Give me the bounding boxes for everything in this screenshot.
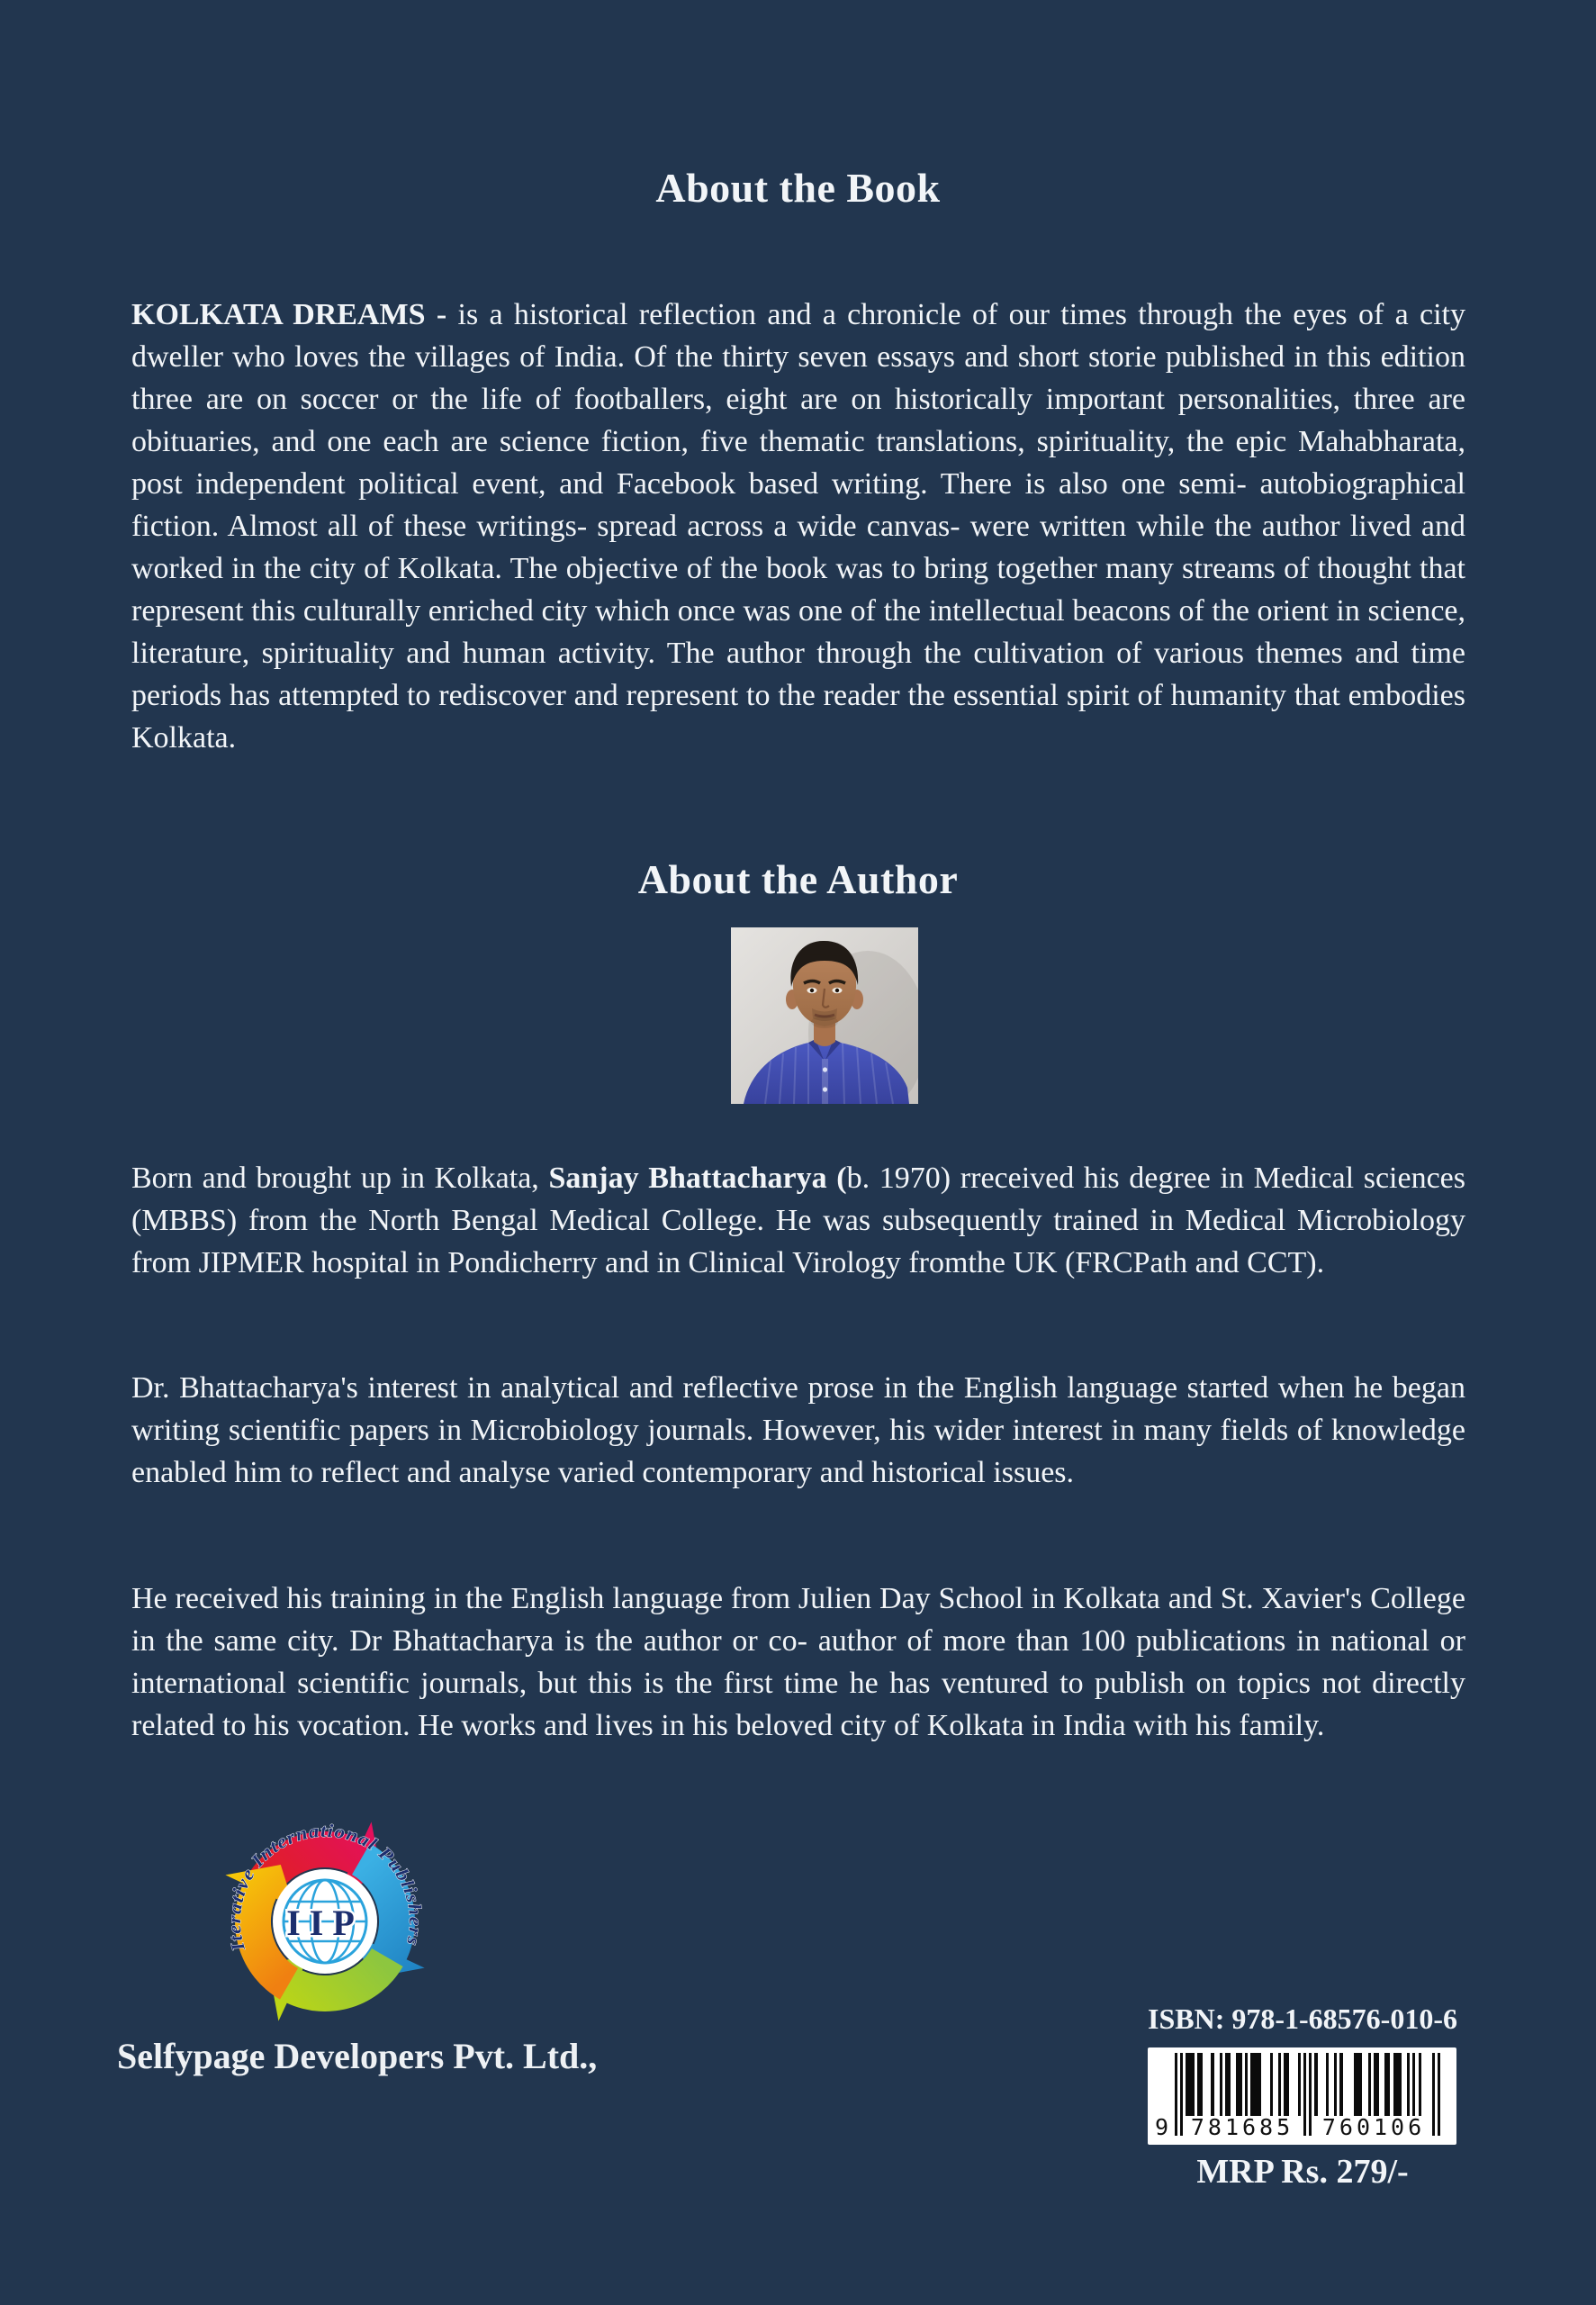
mrp-label: MRP Rs. 279/- (1196, 2153, 1409, 2191)
barcode (1148, 2047, 1456, 2145)
author-bio-paragraph-3: He received his training in the English language from Julien Day School in Kolkata and St. Xavier's College in the same city. Dr Bhattacharya is the author or co- author of more than 100 publications in national or international scientific journals, but this is the first time he has ventured to publish on topics not directly related to his vocation. He works and lives in his beloved city of Kolkata in India with his family. (131, 1582, 1465, 1742)
book-description (131, 294, 1465, 759)
author-photo (731, 927, 918, 1104)
isbn-label: ISBN: 978-1-68576-010-6 (1148, 2002, 1457, 2035)
author-portrait-illustration (731, 927, 918, 1104)
iip-logo-icon (212, 1808, 438, 2035)
logo-ring-text: Iterative International Publishers (224, 1821, 426, 1954)
barcode-digits-left-group: 781685 (1190, 2114, 1294, 2140)
book-title-lead: KOLKATA DREAMS - (131, 298, 458, 331)
author-bio-paragraph-1 (131, 1157, 1465, 1284)
bio1-end: b. 1970) rreceived his degree in Medical sciences (MBBS) from the North Bengal Medical College. He was subsequently trained in Medical Microbiology from JIPMER hospital in Pondicherry and in Clinical Virology fromthe UK (FRCPath and CCT). (131, 1162, 1465, 1279)
barcode-digit-leading: 9 (1155, 2114, 1169, 2140)
barcode-digits-right-group: 760106 (1321, 2114, 1426, 2140)
publisher-logo (212, 1808, 438, 2035)
bio1-start: Born and brought up in Kolkata, (131, 1162, 549, 1195)
publisher-name: Selfypage Developers Pvt. Ltd., (117, 2036, 598, 2076)
author-name-bold: Sanjay Bhattacharya ( (548, 1162, 847, 1195)
book-description-text: is a historical reflection and a chronicle of our times through the eyes of a city dweller who loves the villages of India. Of the thirty seven essays and short storie published in this edition three are on soccer or the life of footballers, eight are on historically important personalities, three are obituaries, and one each are science fiction, five thematic translations, spirituality, the epic Mahabharata, post independent political event, and Facebook based writing. There is also one semi- autobiographical fiction. Almost all of these writings- spread across a wide canvas- were written while the author lived and worked in the city of Kolkata. The objective of the book was to bring together many streams of thought that represent this culturally enriched city which once was one of the intellectual beacons of the orient in science, literature, spirituality and human activity. The author through the cultivation of various themes and time periods has attempted to rediscover and represent to the reader the essential spirit of humanity that embodies Kolkata. (131, 298, 1465, 755)
about-book-heading: About the Book (655, 165, 941, 211)
about-author-heading: About the Author (637, 856, 959, 902)
logo-monogram: IIP (286, 1903, 364, 1943)
author-bio-paragraph-2: Dr. Bhattacharya's interest in analytical and reflective prose in the English language started when he began writing scientific papers in Microbiology journals. However, his wider interest in many fields of knowledge enabled him to reflect and analyse varied contemporary and historical issues. (131, 1371, 1465, 1489)
